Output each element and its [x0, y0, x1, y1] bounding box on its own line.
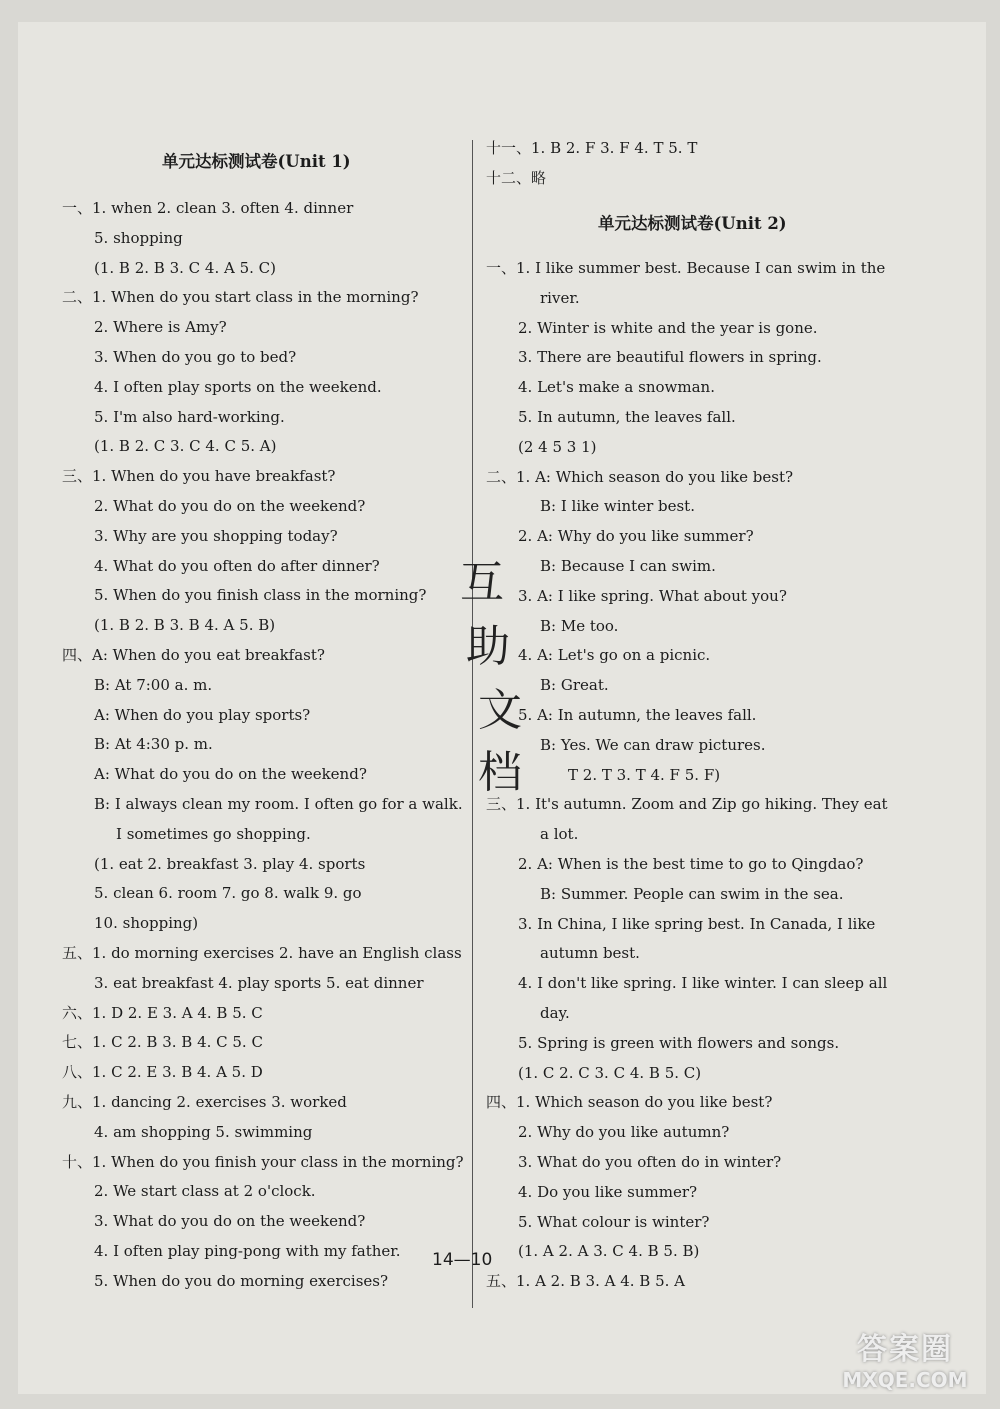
unit1-answer-line: A: When do you play sports?: [94, 705, 311, 724]
unit2-answer-line: 2. Why do you like autumn?: [518, 1123, 730, 1142]
unit2-answer-line: 五、1. A 2. B 3. A 4. B 5. A: [486, 1272, 686, 1291]
unit2-answer-line: 四、1. Which season do you like best?: [486, 1093, 773, 1112]
unit1-answer-line: 5. shopping: [94, 228, 183, 247]
unit1-answer-line: I sometimes go shopping.: [116, 824, 311, 843]
unit2-answer-line: B: Me too.: [540, 616, 619, 635]
unit2-answer-line: 4. A: Let's go on a picnic.: [518, 646, 711, 665]
unit1-answer-line: 十、1. When do you finish your class in the morning?: [62, 1152, 464, 1171]
unit2-answer-line: (1. A 2. A 3. C 4. B 5. B): [518, 1242, 700, 1261]
unit2-answer-line: 5. In autumn, the leaves fall.: [518, 408, 736, 426]
unit2-answer-line: river.: [540, 288, 580, 307]
unit1-answer-line: 2. What do you do on the weekend?: [94, 497, 366, 515]
unit2-answer-line: 2. A: Why do you like summer?: [518, 527, 754, 546]
unit1-answer-line: 3. When do you go to bed?: [94, 348, 297, 366]
unit1-answer-line: 5. When do you do morning exercises?: [94, 1271, 389, 1290]
document-page: [18, 22, 986, 1394]
unit2-answer-line: autumn best.: [540, 944, 640, 963]
unit1-answer-line: 二、1. When do you start class in the morning?: [62, 288, 419, 307]
unit1-answer-line: (1. B 2. C 3. C 4. C 5. A): [94, 437, 277, 456]
unit1-answer-line: (1. B 2. B 3. B 4. A 5. B): [94, 616, 276, 635]
unit2-answer-line: T 2. T 3. T 4. F 5. F): [568, 765, 721, 784]
watermark-logo: [830, 1324, 980, 1392]
unit1-answer-line: 三、1. When do you have breakfast?: [62, 467, 336, 486]
right-top-line: 十一、1. B 2. F 3. F 4. T 5. T: [486, 139, 698, 157]
unit2-answer-line: 4. I don't like spring. I like winter. I can sleep all: [518, 974, 888, 993]
unit2-answer-line: a lot.: [540, 825, 579, 844]
unit1-answer-line: 六、1. D 2. E 3. A 4. B 5. C: [62, 1003, 263, 1022]
unit1-answer-line: 4. I often play sports on the weekend.: [94, 377, 382, 396]
unit1-answer-line: B: At 7:00 a. m.: [94, 675, 213, 694]
unit1-title: 单元达标测试卷(Unit 1): [162, 152, 351, 171]
unit1-answer-line: 八、1. C 2. E 3. B 4. A 5. D: [62, 1063, 263, 1082]
unit2-answer-line: 4. Do you like summer?: [518, 1182, 698, 1201]
unit2-answer-line: 2. A: When is the best time to go to Qingdao?: [518, 855, 864, 873]
unit2-title: 单元达标测试卷(Unit 2): [598, 214, 787, 233]
unit2-answer-line: 3. In China, I like spring best. In Canada, I like: [518, 914, 876, 933]
watermark-bottom: MXQE.COM: [842, 1368, 968, 1392]
unit2-answer-line: 3. A: I like spring. What about you?: [518, 586, 787, 605]
unit2-answer-line: B: Yes. We can draw pictures.: [540, 735, 766, 754]
unit1-answer-line: 4. am shopping 5. swimming: [94, 1122, 313, 1141]
unit1-answer-line: 5. clean 6. room 7. go 8. walk 9. go: [94, 884, 362, 903]
unit2-answer-line: B: Summer. People can swim in the sea.: [540, 884, 844, 903]
unit2-answer-line: (1. C 2. C 3. C 4. B 5. C): [518, 1063, 702, 1082]
unit1-answer-line: 一、1. when 2. clean 3. often 4. dinner: [62, 199, 354, 217]
unit1-answer-line: 3. eat breakfast 4. play sports 5. eat dinner: [94, 973, 424, 992]
unit2-answer-line: 3. There are beautiful flowers in spring.: [518, 348, 822, 367]
handwritten-char: 文: [478, 685, 522, 736]
unit1-answer-line: 10. shopping): [94, 914, 199, 933]
right-top-line: 十二、略: [486, 169, 547, 187]
unit1-answer-line: (1. eat 2. breakfast 3. play 4. sports: [94, 854, 366, 873]
unit1-answer-line: 七、1. C 2. B 3. B 4. C 5. C: [62, 1033, 263, 1052]
handwritten-char: 互: [460, 557, 504, 608]
watermark-top: 答案圈: [857, 1332, 953, 1367]
unit1-answer-line: 5. I'm also hard-working.: [94, 407, 285, 426]
unit1-answer-line: B: I always clean my room. I often go for a walk.: [94, 795, 463, 813]
unit2-answer-line: 2. Winter is white and the year is gone.: [518, 318, 818, 337]
unit1-answer-line: 4. What do you often do after dinner?: [94, 556, 380, 575]
unit1-answer-line: 2. Where is Amy?: [94, 318, 227, 337]
handwritten-char: 助: [466, 621, 510, 672]
unit1-answer-line: 4. I often play ping-pong with my father.: [94, 1242, 401, 1260]
handwritten-char: 档: [478, 747, 522, 798]
unit1-answer-line: 九、1. dancing 2. exercises 3. worked: [62, 1093, 347, 1111]
unit1-answer-line: 3. What do you do on the weekend?: [94, 1212, 366, 1231]
unit2-answer-line: B: I like winter best.: [540, 497, 695, 516]
unit2-answer-line: 5. A: In autumn, the leaves fall.: [518, 706, 757, 724]
unit2-answer-line: 二、1. A: Which season do you like best?: [486, 467, 794, 486]
unit1-answer-line: 2. We start class at 2 o'clock.: [94, 1182, 316, 1201]
unit2-answer-line: 一、1. I like summer best. Because I can swim in the: [486, 259, 886, 277]
unit1-answer-line: 3. Why are you shopping today?: [94, 526, 338, 545]
unit2-answer-line: 4. Let's make a snowman.: [518, 378, 715, 397]
unit1-answer-line: 五、1. do morning exercises 2. have an English class: [62, 944, 462, 962]
unit1-answer-line: 四、A: When do you eat breakfast?: [62, 646, 325, 664]
page-number: 14—10: [432, 1250, 493, 1270]
unit2-answer-line: B: Great.: [540, 676, 609, 695]
unit2-answer-line: 5. Spring is green with flowers and songs.: [518, 1033, 840, 1052]
unit2-answer-line: B: Because I can swim.: [540, 557, 716, 575]
unit1-answer-line: 5. When do you finish class in the morning?: [94, 586, 427, 605]
unit1-answer-line: (1. B 2. B 3. C 4. A 5. C): [94, 258, 277, 277]
unit2-answer-line: (2 4 5 3 1): [518, 437, 597, 456]
unit1-answer-line: B: At 4:30 p. m.: [94, 735, 213, 754]
column-divider: [472, 140, 473, 1308]
unit2-answer-line: 3. What do you often do in winter?: [518, 1153, 782, 1171]
unit2-answer-line: 5. What colour is winter?: [518, 1212, 710, 1231]
unit2-answer-line: 三、1. It's autumn. Zoom and Zip go hiking. They eat: [486, 795, 888, 814]
unit1-answer-line: A: What do you do on the weekend?: [94, 765, 367, 784]
unit2-answer-line: day.: [540, 1004, 570, 1022]
